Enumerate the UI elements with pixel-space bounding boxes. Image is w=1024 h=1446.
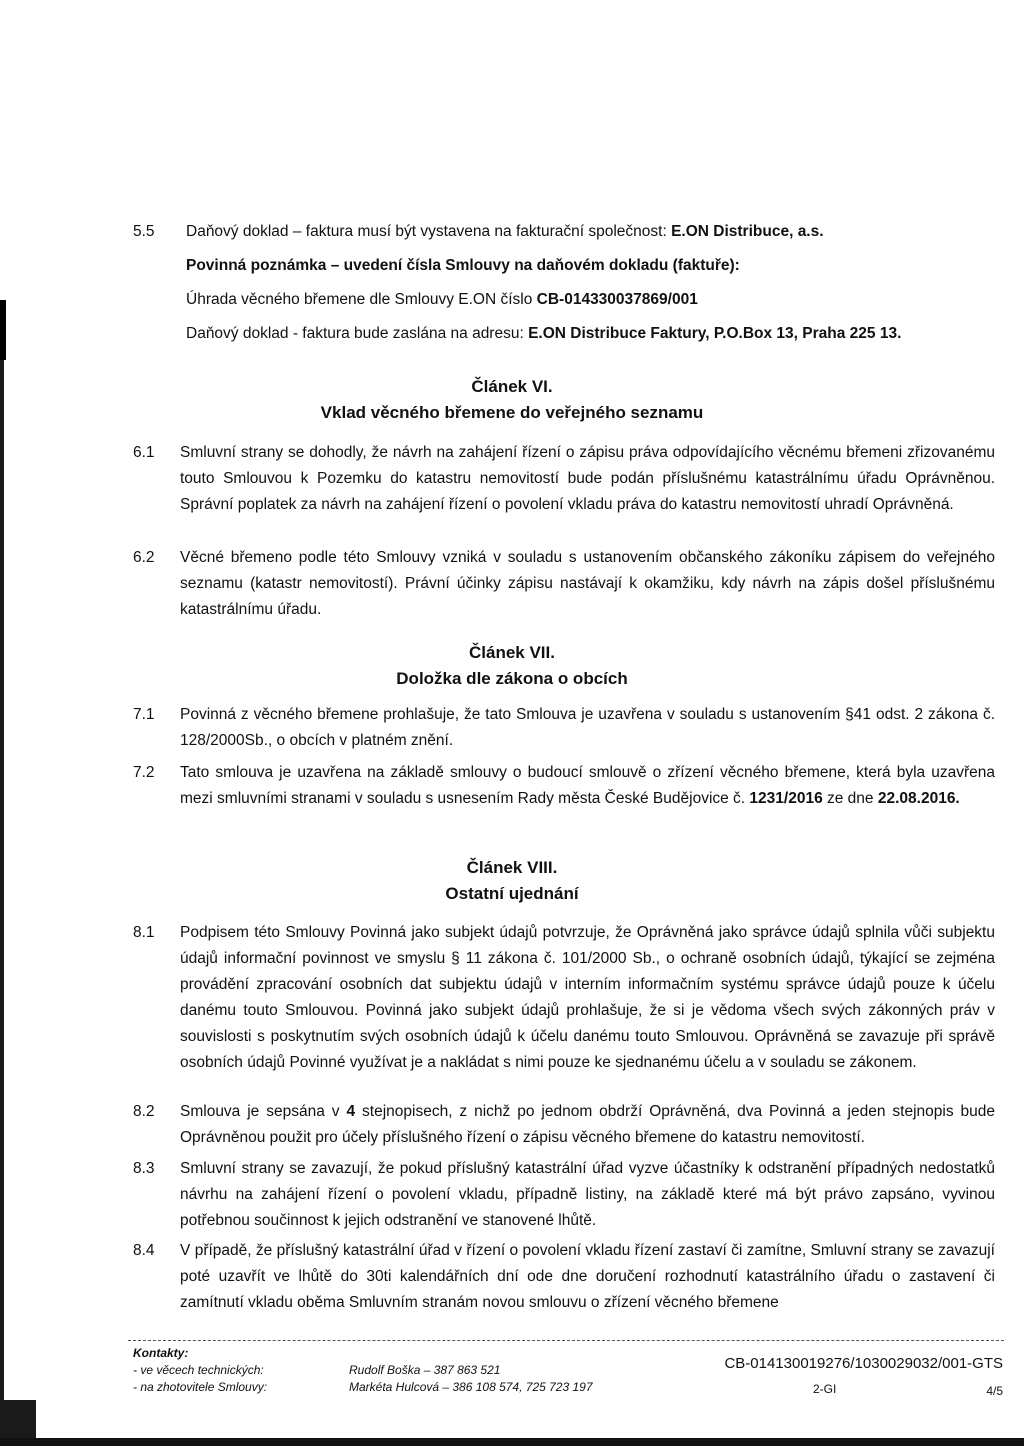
invoice-address-value: E.ON Distribuce Faktury, P.O.Box 13, Praha 225 13. xyxy=(528,325,902,342)
document-code: 2-GI xyxy=(813,1382,837,1396)
contract-number: CB-014330037869/001 xyxy=(536,291,698,308)
copies-count: 4 xyxy=(346,1103,356,1120)
article-8-title: Článek VIII. xyxy=(466,858,558,877)
paragraph-text: Povinná z věcného břemene prohlašuje, že tato Smlouva je uzavřena v souladu s ustanovením §41 odst. 2 zákona č. 128/2000Sb., o obcích v platném znění. xyxy=(180,706,995,749)
invoice-company-name: E.ON Distribuce, a.s. xyxy=(671,223,824,240)
paragraph-number: 8.4 xyxy=(133,1242,155,1259)
document-page: 5.5 Daňový doklad – faktura musí být vystavena na fakturační společnost: E.ON Distribuce, a.s. Povinná poznámka – uvedení čísla Smlouvy na daňovém dokladu (faktuře): Úhrada věcného břemene dle Smlouvy E.ON číslo CB-014330037869/001 Daňový doklad - faktura bude zaslána na adresu: E.ON Distribuce Faktury, P.O.Box 13, Praha 225 13. Článek VI. Vklad věcného břemene do veřejného seznamu 6.1 Smluvní strany se dohodly, že návrh na zahájení řízení o zápisu práva odpovídajícího věcnému břemeni zřizovanému touto Smlouvou k Pozemku do katastru nemovitostí bude podán příslušnému katastrálnímu úřadu Oprávněnou. Správní poplatek za návrh na zahájení řízení o povolení vkladu práva do katastru nemovitostí uhradí Oprávněná. 6.2 Věcné břemeno podle této Smlouvy vzniká v souladu s ustanovením občanského zákoníku zápisem do veřejného seznamu (katastr nemovitostí). Právní účinky zápisu nastávají k okamžiku, kdy návrh na zápis došel příslušnému katastrálnímu úřadu. Článek VII. Doložka dle zákona o obcích 7.1 Povinná z věcného břemene prohlašuje, že tato Smlouva je uzavřena v souladu s ustanovením §41 odst. 2 zákona č. 128/2000Sb., o obcích v platném znění. 7.2 Tato smlouva je uzavřena na základě smlouvy o budoucí smlouvě o zřízení věcného břemene, která byla uzavřena mezi smluvními stranami v souladu s usnesením Rady města České Budějovice č. 1231/2016 ze dne 22.08.2016. Článek VIII. Ostatní ujednání 8.1 Podpisem této Smlouvy Povinná jako subjekt údajů potvrzuje, že Oprávněná jako správce údajů splnila vůči subjektu údajů informační povinnost ve smyslu § 11 zákona č. 101/2000 Sb., o ochraně osobních údajů, týkající se zejména provádění zpracování osobních dat subjektu údajů v interním informačním systému správce údajů pouze k účelu danému touto Smlouvou. Povinná jako subjekt údajů prohlašuje, že si je vědoma všech svých zákonných práv v souvislosti s poskytnutím svých osobních údajů k účelu danému touto Smlouvou. Oprávněná se zavazuje při správě osobních údajů Povinné využívat je a nakládat s nimi pouze ke sjednanému účelu a v souladu se zákonem. 8.2 Smlouva je sepsána v 4 stejnopisech, z nichž po jednom obdrží Oprávněná, dva Povinná a jeden stejnopis bude Oprávněnou použit pro účely příslušného řízení o zápisu věcného břemene do katastru nemovitostí. 8.3 Smluvní strany se zavazují, že pokud příslušný katastrální úřad vyzve účastníky k odstranění případných nedostatků návrhu na zahájení řízení o povolení vkladu, případně listiny, na základě které má být právo zapsáno, vyvinou potřebnou součinnost k jejich odstranění ve stanovené lhůtě. 8.4 V případě, že příslušný katastrální úřad v řízení o povolení vkladu řízení zastaví či zamítne, Smluvní strany se zavazují poté uzavřít ve lhůtě do 30ti kalendářních dní ode dne doručení rozhodnutí katastrálního úřadu o zastavení či zamítnutí vkladu oběma Smluvním stranám novou smlouvu o zřízení věcného břemene Kontakty: - ve věcech technických: Rudolf Boška – 387 863 521 - na zhotovitele Smlouvy: Markéta Hulcová – 386 108 574, 725 723 197 CB-014130019276/1030029032/001-GTS 2-GI 4/5 xyxy=(0,0,1024,1446)
section-number: 5.5 xyxy=(133,223,155,240)
article-7-title: Článek VII. xyxy=(469,643,555,662)
paragraph-text: Smluvní strany se dohodly, že návrh na zahájení řízení o zápisu práva odpovídajícího věcnému břemeni zřizovanému touto Smlouvou k Pozemku do katastru nemovitostí bude podán příslušnému katastrálnímu úřadu Oprávněnou. Správní poplatek za návrh na zahájení řízení o povolení vkladu práva do katastru nemovitostí uhradí Oprávněná. xyxy=(180,444,995,513)
resolution-date: 22.08.2016. xyxy=(877,790,960,807)
page-number: 4/5 xyxy=(986,1384,1003,1398)
mandatory-note: Povinná poznámka – uvedení čísla Smlouvy na daňovém dokladu (faktuře): xyxy=(186,257,740,274)
invoice-company-text: Daňový doklad – faktura musí být vystavena na fakturační společnost: xyxy=(186,223,672,240)
paragraph-number: 7.1 xyxy=(133,706,155,723)
invoice-address: Daňový doklad - faktura bude zaslána na adresu: E.ON Distribuce Faktury, P.O.Box 13, Praha 225 13. xyxy=(186,325,902,342)
footer-divider xyxy=(128,1340,1004,1341)
article-8-subtitle: Ostatní ujednání xyxy=(445,884,579,903)
scan-bottom-edge xyxy=(0,1438,1024,1446)
payment-reference: Úhrada věcného břemene dle Smlouvy E.ON číslo CB-014330037869/001 xyxy=(186,291,698,308)
paragraph-number: 8.3 xyxy=(133,1160,155,1177)
contacts-label: Kontakty: xyxy=(133,1346,189,1360)
scan-left-mark xyxy=(0,300,6,360)
paragraph-number: 6.2 xyxy=(133,549,155,566)
paragraph-text: Smluvní strany se zavazují, že pokud příslušný katastrální úřad vyzve účastníky k odstranění případných nedostatků návrhu na zahájení řízení o povolení vkladu, případně listiny, na základě které má být právo zapsáno, vyvinou potřebnou součinnost k jejich odstranění ve stanovené lhůtě. xyxy=(180,1160,995,1229)
paragraph-text: V případě, že příslušný katastrální úřad v řízení o povolení vkladu řízení zastaví či zamítne, Smluvní strany se zavazují poté uzavřít ve lhůtě do 30ti kalendářních dní ode dne doručení rozhodnutí katastrálního úřadu o zastavení či zamítnutí vkladu oběma Smluvním stranám novou smlouvu o zřízení věcného břemene xyxy=(180,1242,995,1311)
paragraph-text: Podpisem této Smlouvy Povinná jako subjekt údajů potvrzuje, že Oprávněná jako správce údajů splnila vůči subjektu údajů informační povinnost ve smyslu § 11 zákona č. 101/2000 Sb., o ochraně osobních údajů, týkající se zejména provádění zpracování osobních dat subjektu údajů v interním informačním systému správce údajů pouze k účelu danému touto Smlouvou. Povinná jako subjekt údajů prohlašuje, že si je vědoma všech svých zákonných práv v souvislosti s poskytnutím svých osobních údajů k účelu danému touto Smlouvou. Oprávněná se zavazuje při správě osobních údajů Povinné využívat je a nakládat s nimi pouze ke sjednanému účelu a v souladu se zákonem. xyxy=(180,924,995,1071)
article-6-title: Článek VI. xyxy=(471,377,553,396)
maker-contact-label: - na zhotovitele Smlouvy: xyxy=(133,1380,268,1394)
paragraph-number: 8.2 xyxy=(133,1103,155,1120)
resolution-number: 1231/2016 xyxy=(749,790,823,807)
tech-contact-value: Rudolf Boška – 387 863 521 xyxy=(349,1363,501,1377)
document-number: CB-014130019276/1030029032/001-GTS xyxy=(724,1355,1003,1372)
paragraph-number: 8.1 xyxy=(133,924,155,941)
paragraph-text: Věcné břemeno podle této Smlouvy vzniká v souladu s ustanovením občanského zákoníku zápisem do veřejného seznamu (katastr nemovitostí). Právní účinky zápisu nastávají k okamžiku, kdy návrh na zápis došel příslušnému katastrálnímu úřadu. xyxy=(180,549,995,618)
paragraph-number: 7.2 xyxy=(133,764,155,781)
maker-contact-value: Markéta Hulcová – 386 108 574, 725 723 197 xyxy=(349,1380,593,1394)
article-7-subtitle: Doložka dle zákona o obcích xyxy=(396,669,628,688)
paragraph-number: 6.1 xyxy=(133,444,155,461)
tech-contact-label: - ve věcech technických: xyxy=(133,1363,264,1377)
article-6-subtitle: Vklad věcného břemene do veřejného seznamu xyxy=(320,403,704,422)
